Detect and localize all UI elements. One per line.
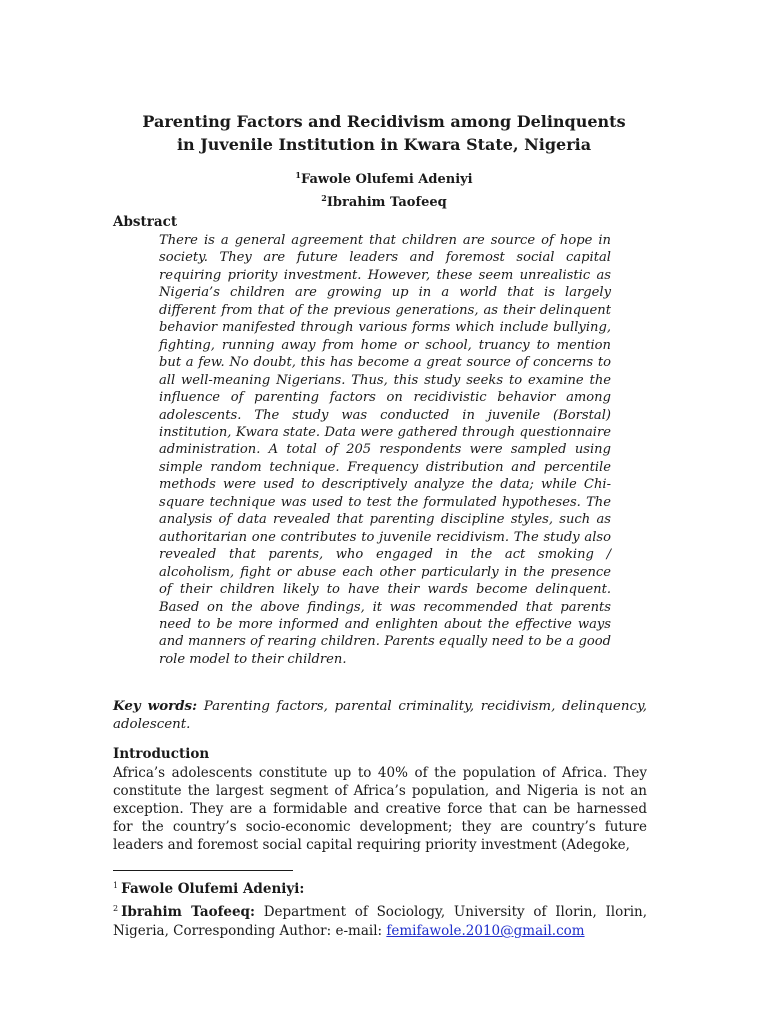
footnote-1: $^1$ Fawole Olufemi Adeniyi: [113, 881, 305, 897]
introduction-heading: Introduction [113, 746, 210, 762]
footnotes [113, 876, 647, 941]
footnote-divider [113, 870, 293, 871]
author-email-link[interactable]: femifawole.2010@gmail.com [386, 923, 585, 939]
introduction-text: Africa’s adolescents constitute up to 40% of the population of Africa. They constitute the largest segment of Africa’s population, and Nigeria is not an exception. They are a formidable and creative force that can be harnessed for the country’s socio-economic development; they are country’s future leaders and foremost social capital requiring priority investment (Adegoke, [113, 765, 647, 853]
footnote-2-text: Department of Sociology, University of Ilorin, Ilorin, Nigeria, Corresponding Author: e-mail: [113, 904, 647, 939]
abstract-text: There is a general agreement that children are source of hope in society. They are future leaders and foremost social capital requiring priority investment. However, these seem unrealistic as Nigeria’s children are growing up in a world that is largely different from that of the previous generations, as their delinquent behavior manifested through various forms which include bullying, fighting, running away from home or school, truancy to mention but a few. No doubt, this has become a great source of concerns to all well-meaning Nigerians. Thus, this study seeks to examine the influence of parenting factors on recidivistic behavior among adolescents. The study was conducted in juvenile (Borstal) institution, Kwara state. Data were gathered through questionnaire administration. A total of 205 respondents were sampled using simple random technique. Frequency distribution and percentile methods were used to descriptively analyze the data; while Chi-square technique was used to test the formulated hypotheses. The analysis of data revealed that parenting discipline styles, such as authoritarian one contributes to juvenile recidivism. The study also revealed that parents, who engaged in the act smoking / alcoholism, fight or abuse each other particularly in the presence of their children likely to have their wards become delinquent. Based on the above findings, it was recommended that parents need to be more informed and enlighten about the effective ways and manners of rearing children. Parents equally need to be a good role model to their children. [159, 233, 611, 667]
keywords-label: Key words: [113, 698, 198, 714]
footnote-2: $^2$ Ibrahim Taofeeq: Department of Sociology, University of Ilorin, Ilorin, Nigeria, Corresponding Author: e-mail: femifawole.2010@gmail.com [113, 904, 647, 939]
keywords-text: Parenting factors, parental criminality, recidivism, delinquency, adolescent. [113, 699, 647, 732]
keywords [113, 698, 647, 733]
title-line-1: Parenting Factors and Recidivism among Delinquents [142, 112, 626, 131]
abstract-heading: Abstract [113, 214, 178, 230]
footnote-2-label: Ibrahim Taofeeq: [121, 904, 255, 920]
author-2-name: Ibrahim Taofeeq [326, 195, 447, 210]
title-line-2: in Juvenile Institution in Kwara State, Nigeria [176, 135, 592, 154]
author-list [100, 166, 668, 212]
author-2: $^2$Ibrahim Taofeeq [321, 193, 447, 210]
author-1: $^1$Fawole Olufemi Adeniyi [295, 170, 473, 187]
paper-title [100, 110, 668, 156]
author-1-name: Fawole Olufemi Adeniyi [300, 172, 473, 187]
footnote-1-label: Fawole Olufemi Adeniyi: [121, 881, 305, 897]
